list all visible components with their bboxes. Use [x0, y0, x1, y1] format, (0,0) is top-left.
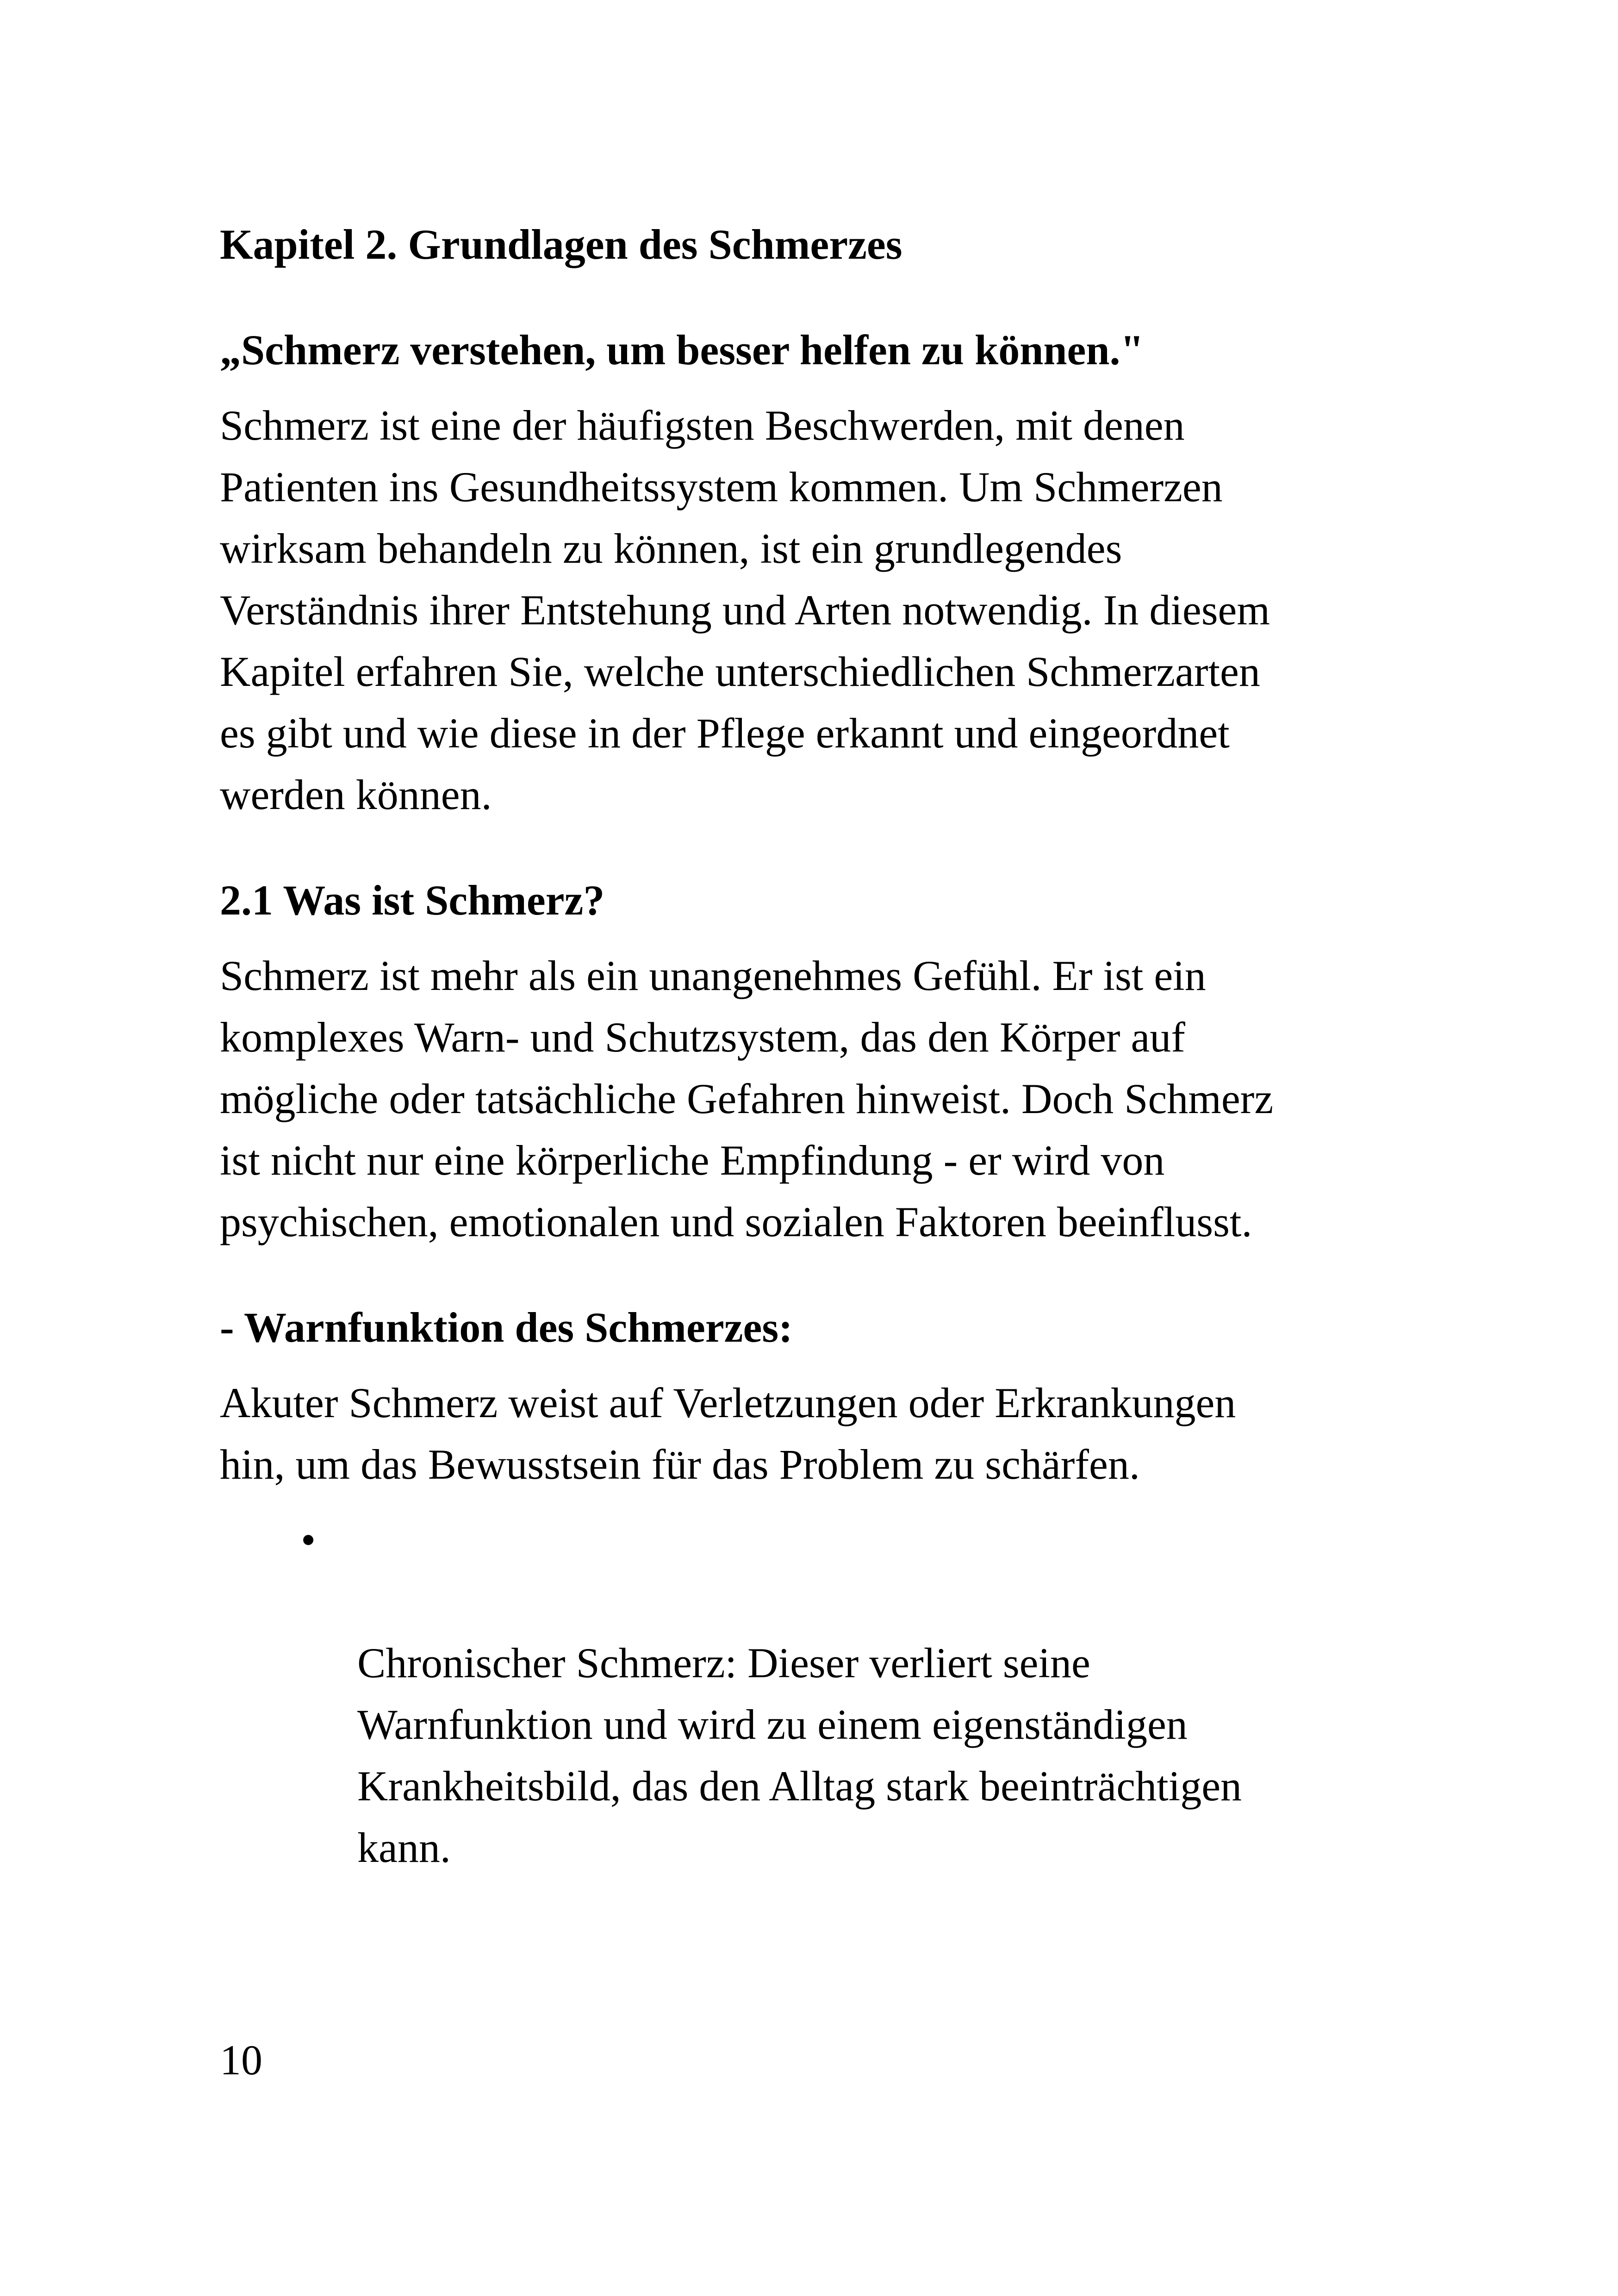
warnfunktion-heading: - Warnfunktion des Schmerzes:: [220, 1304, 793, 1351]
chapter-title: Kapitel 2. Grundlagen des Schmerzes: [220, 221, 902, 268]
chapter-intro-paragraph: Schmerz ist eine der häufigsten Beschwerden, mit denen Patienten ins Gesundheitssystem kommen. Um Schmerzen wirksam behandeln zu können, ist ein grundlegendes Verständnis ihrer Entstehung und Arten notwendig. In diesem Kapitel erfahren Sie, welche unterschiedlichen Schmerzarten es gibt und wie diese in der Pflege erkannt und eingeordnet werden können.: [220, 402, 1270, 818]
page-number: 10: [220, 2036, 262, 2084]
section-heading: 2.1 Was ist Schmerz?: [220, 877, 605, 924]
list-item-text: Chronischer Schmerz: Dieser verliert seine Warnfunktion und wird zu einem eigenständigen Krankheitsbild, das den Alltag stark beeinträchtigen kann.: [357, 1639, 1242, 1871]
warnfunktion-paragraph: Akuter Schmerz weist auf Verletzungen oder Erkrankungen hin, um das Bewusstsein für das Problem zu schärfen.: [220, 1379, 1236, 1488]
chapter-motto: „Schmerz verstehen, um besser helfen zu können.": [220, 326, 1144, 373]
bullet-icon: •: [301, 1516, 316, 1563]
section-paragraph: Schmerz ist mehr als ein unangenehmes Gefühl. Er ist ein komplexes Warn- und Schutzsystem, das den Körper auf mögliche oder tatsächliche Gefahren hinweist. Doch Schmerz ist nicht nur eine körperliche Empfindung - er wird von psychischen, emotionalen und sozialen Faktoren beeinflusst.: [220, 952, 1274, 1245]
bullet-list: [220, 1509, 1405, 1879]
list-item: [220, 1509, 1405, 1879]
page-content: [220, 214, 1405, 1879]
